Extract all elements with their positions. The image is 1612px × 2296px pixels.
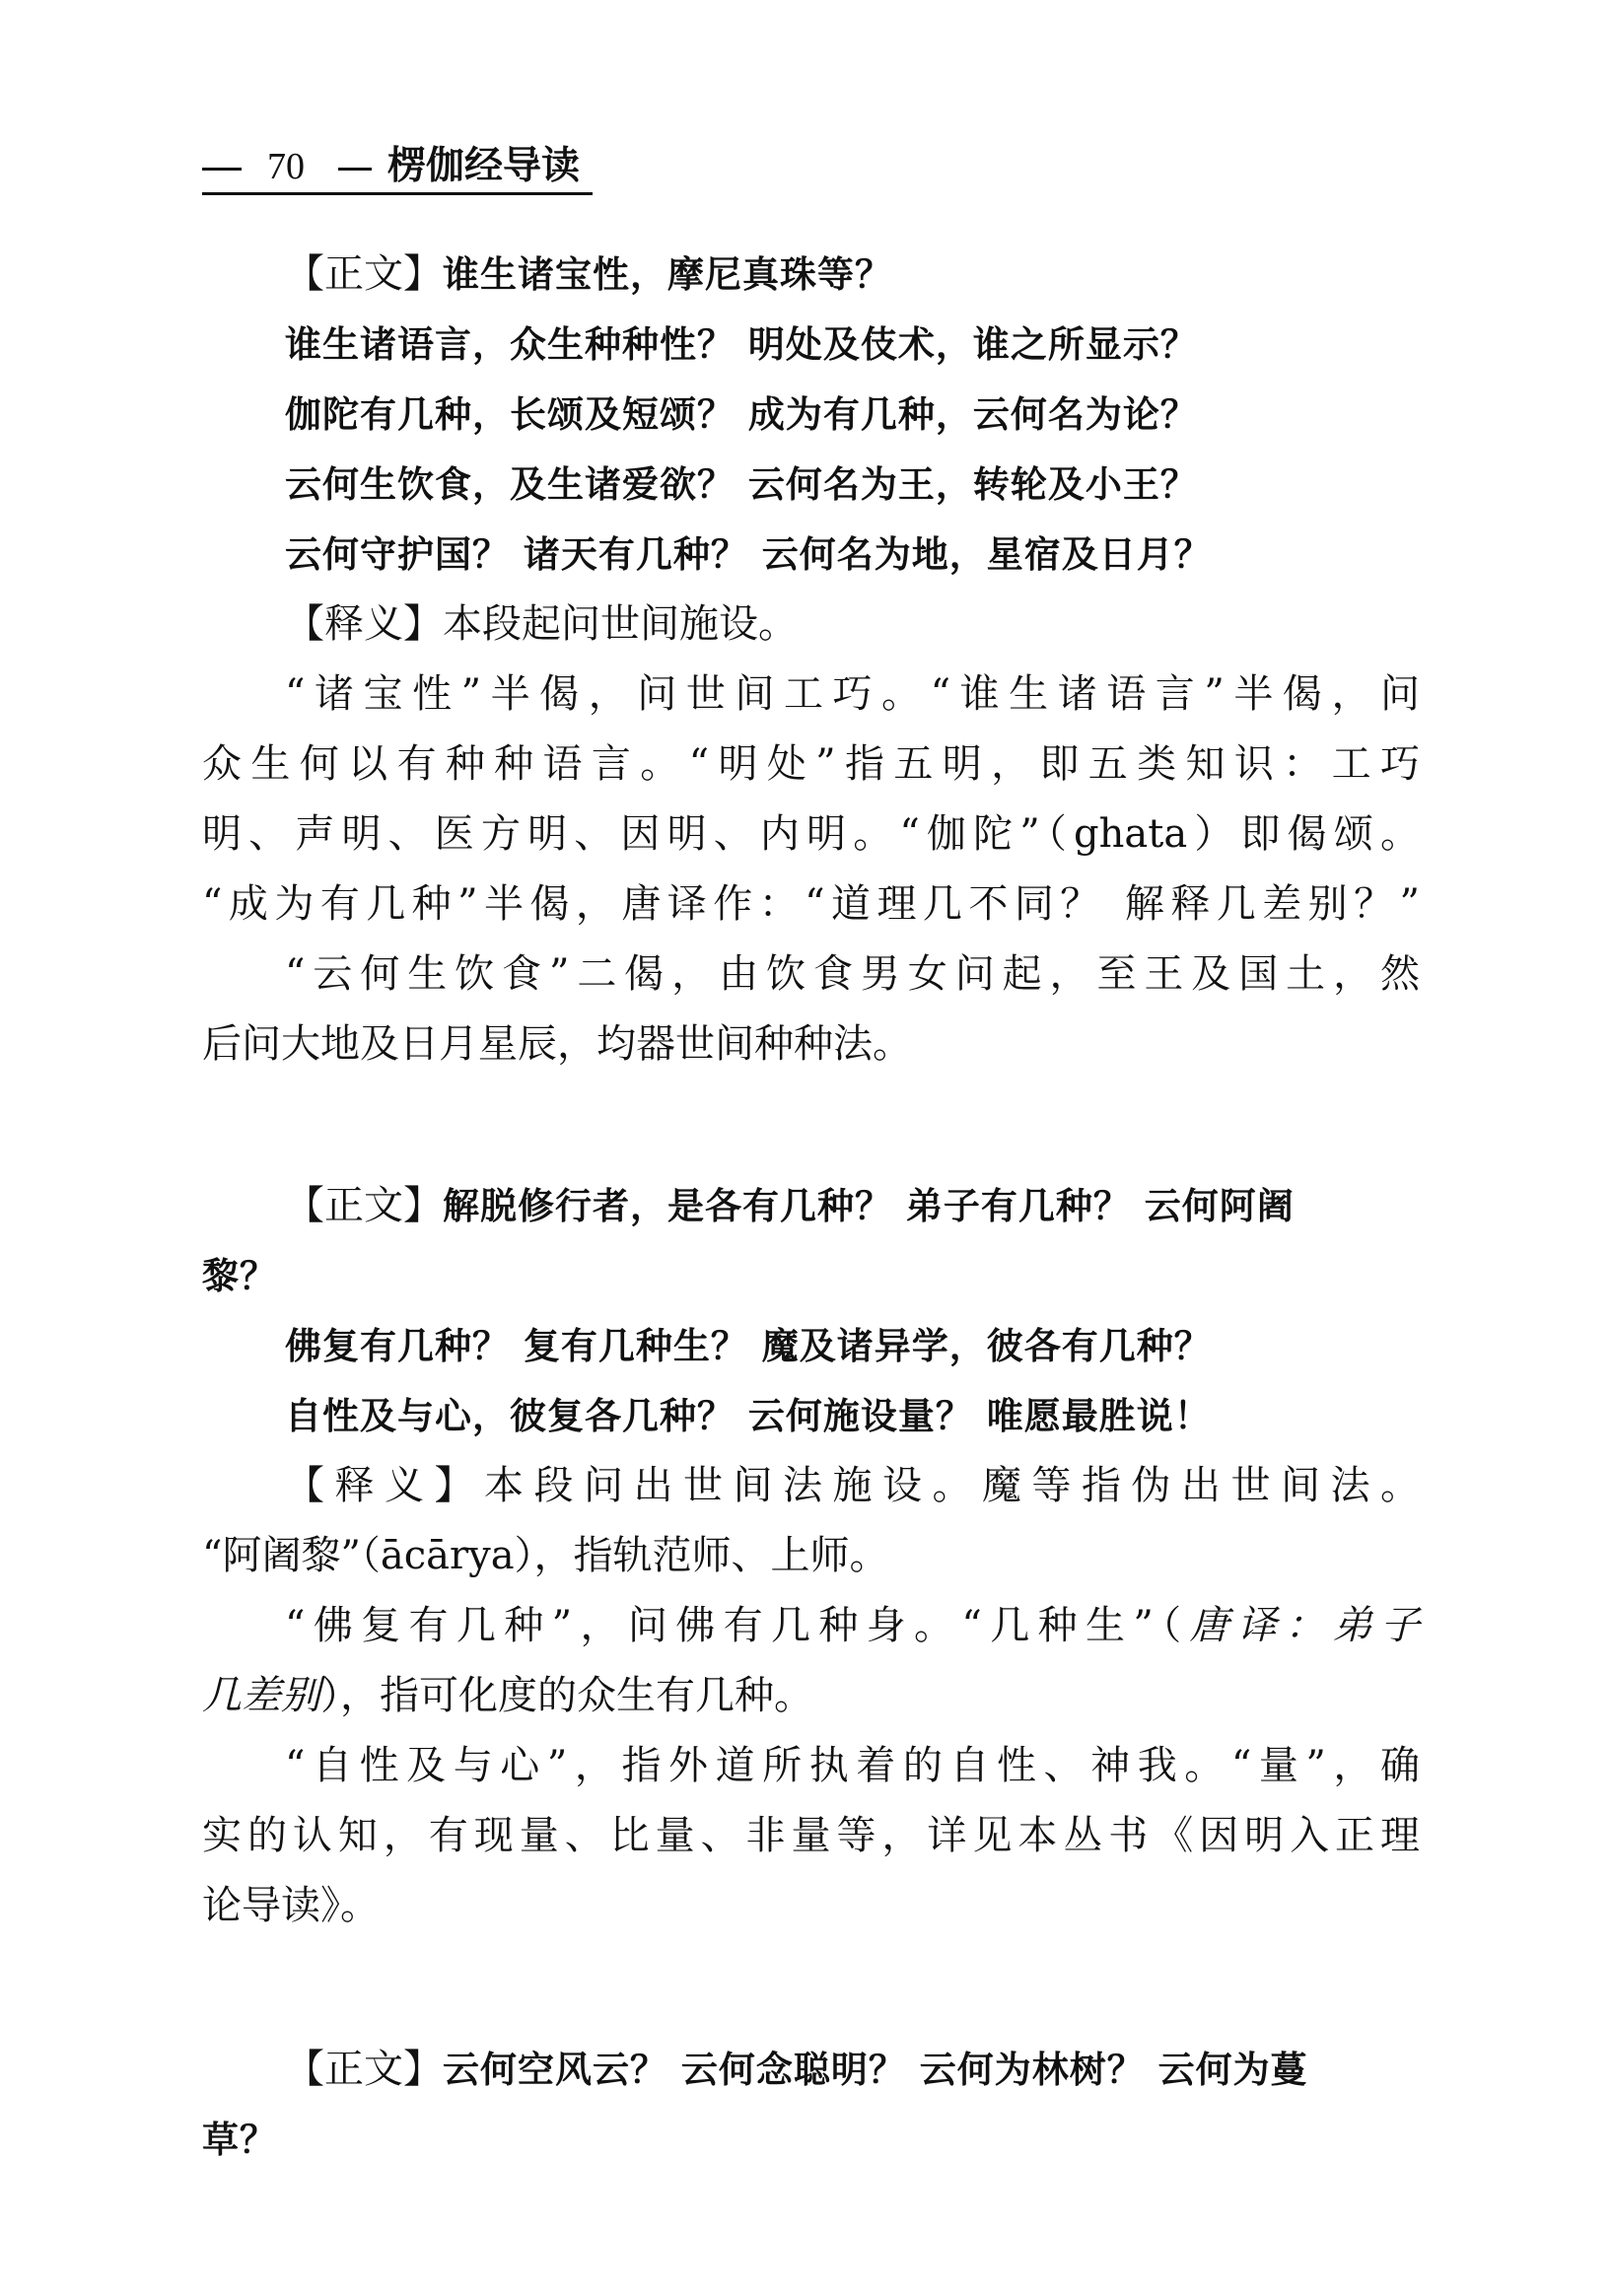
commentary-line: 明、声明、医方明、因明、内明。“伽陀”（ghata）即偈颂。 bbox=[202, 811, 1420, 857]
header-dash-right bbox=[338, 168, 372, 171]
verse-line: 【正文】解脱修行者，是各有几种？ 弟子有几种？ 云何阿阇 bbox=[285, 1183, 1295, 1228]
commentary-line: 论导读》。 bbox=[202, 1883, 380, 1928]
verse-line: 草？ bbox=[202, 2119, 277, 2161]
running-header bbox=[202, 143, 1425, 190]
verse-label: 【正文】 bbox=[285, 1183, 443, 1228]
section-gap bbox=[202, 1079, 1420, 1171]
section-2 bbox=[202, 1171, 1420, 1941]
verse-line: 云何守护国？ 诸天有几种？ 云何名为地，星宿及日月？ bbox=[285, 533, 1212, 576]
commentary-label: 【释义】 bbox=[285, 1463, 484, 1508]
commentary-line: “阿阇黎”（ācārya），指轨范师、上师。 bbox=[202, 1533, 889, 1578]
commentary-line: “诸宝性”半偈，问世间工巧。“谁生诸语言”半偈，问 bbox=[285, 671, 1420, 717]
section-1 bbox=[202, 240, 1420, 1079]
verse-line: 云何生饮食，及生诸爱欲？ 云何名为王，转轮及小王？ bbox=[285, 463, 1198, 506]
commentary-label: 【释义】 bbox=[285, 601, 443, 647]
commentary-line: 实的认知，有现量、比量、非量等，详见本丛书《因明入正理 bbox=[202, 1813, 1420, 1858]
page-body bbox=[202, 240, 1420, 2175]
commentary-line: “云何生饮食”二偈，由饮食男女问起，至王及国土，然 bbox=[285, 951, 1420, 997]
header-dash-left bbox=[202, 168, 242, 171]
commentary-line: “成为有几种”半偈，唐译作：“道理几不同？ 解释几差别？” bbox=[202, 881, 1420, 927]
verse-line: 伽陀有几种，长颂及短颂？ 成为有几种，云何名为论？ bbox=[285, 393, 1198, 436]
verse-line: 佛复有几种？ 复有几种生？ 魔及诸异学，彼各有几种？ bbox=[285, 1325, 1212, 1367]
section-gap bbox=[202, 1941, 1420, 2035]
verse-line: 自性及与心，彼复各几种？ 云何施设量？ 唯愿最胜说！ bbox=[285, 1395, 1212, 1437]
verse-line: 谁生诸语言，众生种种性？ 明处及伎术，谁之所显示？ bbox=[285, 323, 1198, 366]
commentary-line: 后问大地及日月星辰，均器世间种种法。 bbox=[202, 1021, 912, 1067]
book-title: 楞伽经导读 bbox=[387, 144, 581, 188]
commentary-line: “佛复有几种”，问佛有几种身。“几种生”（唐译：弟子 bbox=[285, 1603, 1421, 1648]
verse-line: 【正文】云何空风云？ 云何念聪明？ 云何为林树？ 云何为蔓 bbox=[285, 2047, 1308, 2092]
verse-label: 【正文】 bbox=[285, 2047, 443, 2092]
commentary-line: 几差别），指可化度的众生有几种。 bbox=[202, 1673, 813, 1718]
section-3 bbox=[202, 2035, 1420, 2175]
verse-line: 【正文】谁生诸宝性，摩尼真珠等？ bbox=[285, 251, 892, 297]
commentary-line: “自性及与心”，指外道所执着的自性、神我。“量”，确 bbox=[285, 1743, 1420, 1788]
verse-label: 【正文】 bbox=[285, 251, 443, 297]
commentary-line: 众生何以有种种语言。“明处”指五明，即五类知识：工巧 bbox=[202, 741, 1420, 787]
header-rule bbox=[202, 192, 593, 195]
commentary-line: 【释义】本段起问世间施设。 bbox=[285, 601, 798, 647]
commentary-line: 【释义】本段问出世间法施设。魔等指伪出世间法。 bbox=[285, 1463, 1420, 1508]
tang-translation-note: 唐译：弟子 bbox=[1189, 1603, 1421, 1648]
verse-line: 黎？ bbox=[202, 1255, 277, 1297]
page-number: 70 bbox=[267, 146, 305, 187]
